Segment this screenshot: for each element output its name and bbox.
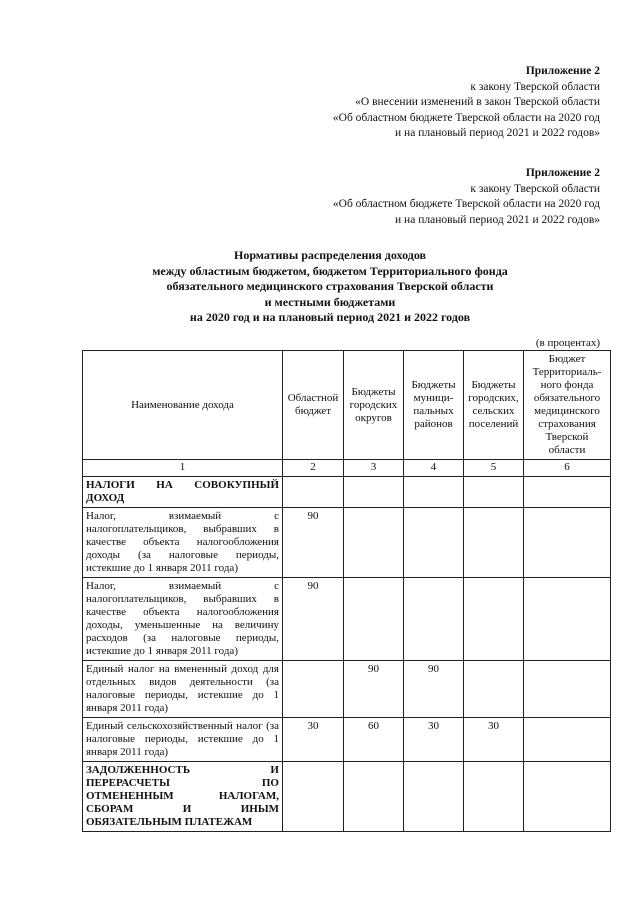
value-cell: 90 xyxy=(283,508,344,578)
value-cell xyxy=(283,661,344,718)
appendix-title: Приложение 2 xyxy=(525,65,600,77)
column-header-settlements: Бюджеты городских, сельских поселений xyxy=(464,351,524,460)
value-cell: 90 xyxy=(344,661,404,718)
table-header-row xyxy=(83,351,611,460)
value-cell xyxy=(464,762,524,832)
appendix-line: и на плановый период 2021 и 2022 годов» xyxy=(395,127,600,139)
table-row xyxy=(83,718,611,762)
value-cell: 60 xyxy=(344,718,404,762)
column-number: 1 xyxy=(83,460,283,477)
value-cell xyxy=(464,661,524,718)
table-row xyxy=(83,578,611,661)
title-line: на 2020 год и на плановый период 2021 и 2022 годов xyxy=(189,310,471,324)
value-cell xyxy=(344,578,404,661)
document-title xyxy=(90,248,570,326)
value-cell xyxy=(404,762,464,832)
value-cell xyxy=(524,661,611,718)
column-header-city-districts: Бюджеты городских округов xyxy=(344,351,404,460)
value-cell: 90 xyxy=(283,578,344,661)
table-row xyxy=(83,661,611,718)
title-line: между областным бюджетом, бюджетом Территориального фонда xyxy=(152,263,508,278)
value-cell: 30 xyxy=(283,718,344,762)
column-number: 2 xyxy=(283,460,344,477)
table-row-section xyxy=(83,477,611,508)
value-cell xyxy=(464,508,524,578)
revenue-name: НАЛОГИ НА СОВОКУПНЫЙ ДОХОД xyxy=(83,477,283,508)
title-line: Нормативы распределения доходов xyxy=(233,248,427,262)
value-cell xyxy=(524,508,611,578)
value-cell xyxy=(464,477,524,508)
column-number-row xyxy=(83,460,611,477)
value-cell xyxy=(404,477,464,508)
appendix-line: «О внесении изменений в закон Тверской области xyxy=(355,96,600,108)
revenue-distribution-table xyxy=(82,350,611,832)
value-cell: 90 xyxy=(404,661,464,718)
title-line: и местными бюджетами xyxy=(264,294,396,309)
appendix-line: к закону Тверской области xyxy=(470,80,600,93)
column-header-medical-fund: Бюджет Территориаль-ного фонда обязательного медицинского страхования Тверской области xyxy=(524,351,611,460)
value-cell xyxy=(283,762,344,832)
column-number: 3 xyxy=(344,460,404,477)
value-cell xyxy=(344,508,404,578)
value-cell xyxy=(344,477,404,508)
column-header-regional: Областной бюджет xyxy=(283,351,344,460)
value-cell: 30 xyxy=(404,718,464,762)
table-row-section xyxy=(83,762,611,832)
appendix-line: «Об областном бюджете Тверской области на 2020 год xyxy=(332,198,600,210)
column-number: 5 xyxy=(464,460,524,477)
table-row xyxy=(83,508,611,578)
revenue-name: Налог, взимаемый с налогоплательщиков, выбравших в качестве объекта налогообложения доходы (за налоговые периоды, истекшие до 1 января 2011 года) xyxy=(83,508,283,578)
value-cell xyxy=(344,762,404,832)
value-cell xyxy=(524,477,611,508)
column-header-name: Наименование дохода xyxy=(83,351,283,460)
unit-note: (в процентах) xyxy=(535,337,600,349)
revenue-name: Налог, взимаемый с налогоплательщиков, выбравших в качестве объекта налогообложения доходы, уменьшенные на величину расходов (за налоговые периоды, истекшие до 1 января 2011 года) xyxy=(83,578,283,661)
appendix-line: и на плановый период 2021 и 2022 годов» xyxy=(395,213,600,226)
value-cell xyxy=(524,718,611,762)
column-header-municipal-districts: Бюджеты муници-пальных районов xyxy=(404,351,464,460)
revenue-name: Единый сельскохозяйственный налог (за налоговые периоды, истекшие до 1 января 2011 года) xyxy=(83,718,283,762)
value-cell xyxy=(524,762,611,832)
column-number: 4 xyxy=(404,460,464,477)
revenue-name: ЗАДОЛЖЕННОСТЬ И ПЕРЕРАСЧЕТЫ ПО ОТМЕНЕННЫМ НАЛОГАМ, СБОРАМ И ИНЫМ ОБЯЗАТЕЛЬНЫМ ПЛАТЕЖАМ xyxy=(83,762,283,832)
column-number: 6 xyxy=(524,460,611,477)
revenue-name: Единый налог на вмененный доход для отдельных видов деятельности (за налоговые периоды, истекшие до 1 января 2011 года) xyxy=(83,661,283,718)
appendix-header-original xyxy=(333,166,600,228)
appendix-title: Приложение 2 xyxy=(525,167,600,179)
value-cell xyxy=(524,578,611,661)
value-cell: 30 xyxy=(464,718,524,762)
value-cell xyxy=(464,578,524,661)
title-line: обязательного медицинского страхования Тверской области xyxy=(166,279,494,293)
appendix-line: к закону Тверской области xyxy=(470,182,600,195)
appendix-header-amendment xyxy=(333,64,600,142)
value-cell xyxy=(404,578,464,661)
value-cell xyxy=(404,508,464,578)
value-cell xyxy=(283,477,344,508)
appendix-line: «Об областном бюджете Тверской области на 2020 год xyxy=(332,111,600,124)
